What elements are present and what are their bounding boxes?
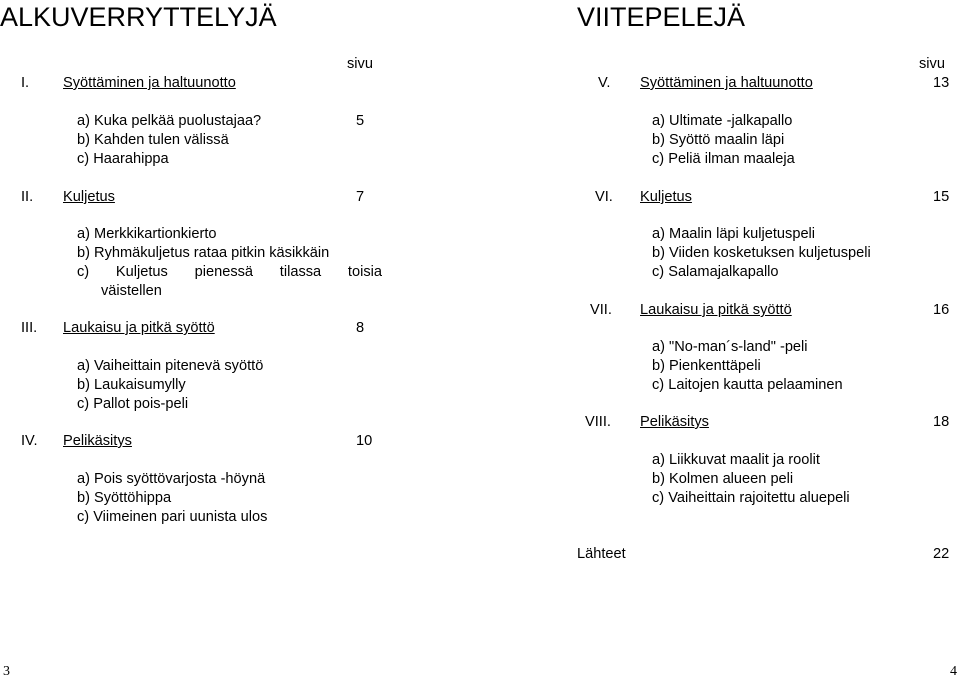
toc-item-continued: väistellen [101,283,162,299]
section-numeral: III. [21,320,38,336]
left-page-title: ALKUVERRYTTELYJÄ [0,2,277,32]
references-page: 22 [933,546,950,562]
references-label: Lähteet [577,546,626,562]
section-heading-link[interactable]: Pelikäsitys [63,433,132,449]
toc-item: a) "No-man´s-land" -peli [652,339,808,355]
left-sivu-header: sivu [347,56,373,72]
section-heading-link[interactable]: Syöttäminen ja haltuunotto [63,75,236,91]
toc-item: b) Syöttö maalin läpi [652,132,785,148]
section-page: 15 [933,189,950,205]
toc-item-page: 5 [356,113,365,129]
toc-item: a) Pois syöttövarjosta -höynä [77,471,266,487]
toc-item: c) Pallot pois-peli [77,396,189,412]
section-page: 18 [933,414,950,430]
toc-item: b) Laukaisumylly [77,377,186,393]
section-heading-link[interactable]: Kuljetus [63,189,115,205]
toc-item: a) Kuka pelkää puolustajaa? [77,113,262,129]
section-numeral: I. [21,75,30,91]
section-heading-link[interactable]: Pelikäsitys [640,414,709,430]
right-sivu-header: sivu [919,56,945,72]
section-page: 10 [356,433,373,449]
section-heading-link[interactable]: Laukaisu ja pitkä syöttö [63,320,215,336]
toc-item: b) Ryhmäkuljetus rataa pitkin käsikkäin [77,245,330,261]
toc-item: a) Merkkikartionkierto [77,226,217,242]
toc-item: c) Salamajalkapallo [652,264,779,280]
toc-item: b) Kolmen alueen peli [652,471,794,487]
toc-item: c) Peliä ilman maaleja [652,151,795,167]
toc-item: c) Laitojen kautta pelaaminen [652,377,843,393]
section-page: 16 [933,302,950,318]
toc-item: a) Ultimate -jalkapallo [652,113,793,129]
toc-item: b) Syöttöhippa [77,490,172,506]
section-numeral: V. [598,75,611,91]
toc-item: c) Viimeinen pari uunista ulos [77,509,268,525]
section-page: 13 [933,75,950,91]
section-numeral: IV. [21,433,38,449]
section-page: 8 [356,320,365,336]
right-page-number: 4 [950,664,957,679]
toc-item: c) Kuljetus pienessä tilassa toisia [77,264,382,280]
section-heading-link[interactable]: Laukaisu ja pitkä syöttö [640,302,792,318]
section-heading-link[interactable]: Kuljetus [640,189,692,205]
toc-item: a) Liikkuvat maalit ja roolit [652,452,820,468]
toc-item: a) Vaiheittain pitenevä syöttö [77,358,264,374]
section-numeral: II. [21,189,34,205]
toc-item: b) Pienkenttäpeli [652,358,761,374]
toc-item: b) Kahden tulen välissä [77,132,229,148]
section-heading-link[interactable]: Syöttäminen ja haltuunotto [640,75,813,91]
section-numeral: VI. [595,189,613,205]
toc-item: b) Viiden kosketuksen kuljetuspeli [652,245,871,261]
toc-item: c) Vaiheittain rajoitettu aluepeli [652,490,850,506]
toc-item: c) Haarahippa [77,151,169,167]
left-page-number: 3 [3,664,10,679]
section-page: 7 [356,189,365,205]
section-numeral: VIII. [585,414,611,430]
toc-item: a) Maalin läpi kuljetuspeli [652,226,816,242]
section-numeral: VII. [590,302,612,318]
right-page-title: VIITEPELEJÄ [577,2,746,32]
